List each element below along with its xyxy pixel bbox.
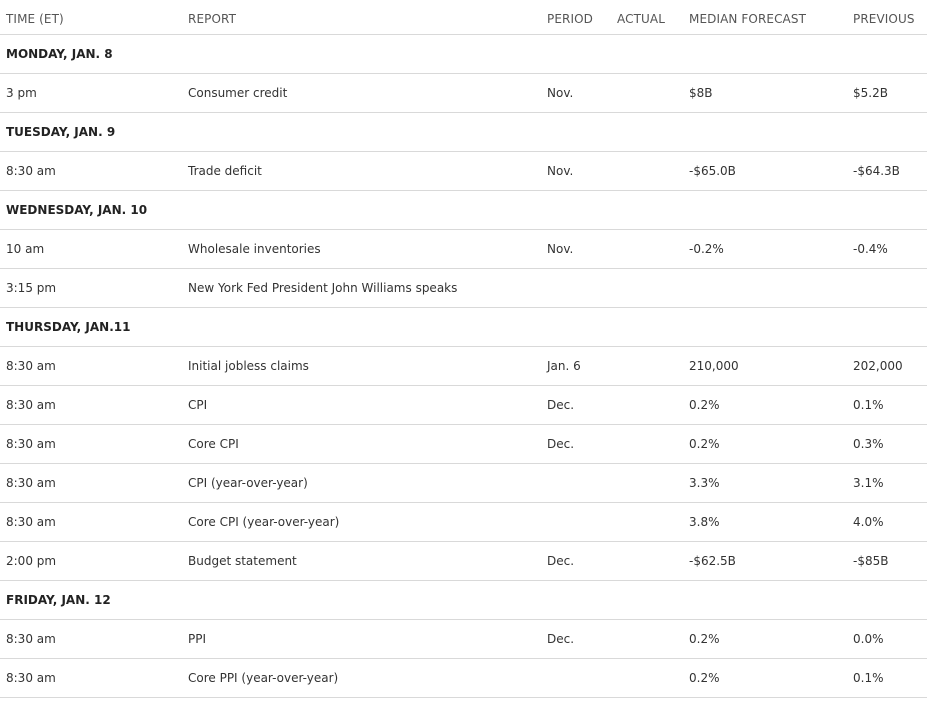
day-header-row xyxy=(0,581,927,620)
day-header-row xyxy=(0,308,927,347)
table-row xyxy=(0,620,927,659)
header-actual: ACTUAL xyxy=(617,12,665,26)
cell-period: Nov. xyxy=(547,164,574,178)
cell-report: CPI (year-over-year) xyxy=(188,476,308,490)
cell-time: 2:00 pm xyxy=(6,554,57,568)
cell-report: Core PPI (year-over-year) xyxy=(188,671,339,685)
cell-time: 8:30 am xyxy=(6,476,56,490)
cell-median-forecast: 3.8% xyxy=(689,515,720,529)
cell-time: 3:15 pm xyxy=(6,281,57,295)
cell-report: Budget statement xyxy=(188,554,297,568)
cell-report: Wholesale inventories xyxy=(188,242,321,256)
header-period: PERIOD xyxy=(547,12,593,26)
cell-time: 8:30 am xyxy=(6,671,56,685)
cell-report: Initial jobless claims xyxy=(188,359,309,373)
cell-median-forecast: -0.2% xyxy=(689,242,724,256)
cell-period: Dec. xyxy=(547,398,575,412)
cell-previous: $5.2B xyxy=(853,86,888,100)
cell-period: Dec. xyxy=(547,554,575,568)
cell-time: 8:30 am xyxy=(6,359,56,373)
cell-previous: 0.1% xyxy=(853,671,884,685)
table-row xyxy=(0,464,927,503)
table-body xyxy=(0,35,927,698)
cell-median-forecast: 210,000 xyxy=(689,359,739,373)
cell-time: 8:30 am xyxy=(6,164,56,178)
day-label: WEDNESDAY, JAN. 10 xyxy=(6,203,148,217)
header-previous: PREVIOUS xyxy=(853,12,915,26)
cell-report: Consumer credit xyxy=(188,86,288,100)
table-row xyxy=(0,74,927,113)
cell-period: Dec. xyxy=(547,437,575,451)
cell-previous: -0.4% xyxy=(853,242,888,256)
cell-median-forecast: -$65.0B xyxy=(689,164,736,178)
cell-report: Core CPI xyxy=(188,437,239,451)
cell-previous: 0.0% xyxy=(853,632,884,646)
cell-period: Nov. xyxy=(547,86,574,100)
cell-previous: 0.3% xyxy=(853,437,884,451)
cell-median-forecast: 0.2% xyxy=(689,632,720,646)
day-header-row xyxy=(0,113,927,152)
cell-report: Core CPI (year-over-year) xyxy=(188,515,340,529)
cell-previous: 0.1% xyxy=(853,398,884,412)
cell-time: 8:30 am xyxy=(6,398,56,412)
table-row xyxy=(0,230,927,269)
cell-previous: 4.0% xyxy=(853,515,884,529)
header-time: TIME (ET) xyxy=(6,12,64,26)
cell-time: 8:30 am xyxy=(6,632,56,646)
cell-time: 10 am xyxy=(6,242,45,256)
day-label: TUESDAY, JAN. 9 xyxy=(6,125,116,139)
day-header-row xyxy=(0,35,927,74)
cell-previous: -$85B xyxy=(853,554,889,568)
table-row xyxy=(0,347,927,386)
cell-period: Jan. 6 xyxy=(547,359,581,373)
table-header xyxy=(0,0,927,35)
cell-time: 8:30 am xyxy=(6,515,56,529)
table-row xyxy=(0,542,927,581)
cell-time: 3 pm xyxy=(6,86,37,100)
table-row xyxy=(0,269,927,308)
cell-median-forecast: -$62.5B xyxy=(689,554,736,568)
cell-median-forecast: 0.2% xyxy=(689,437,720,451)
cell-previous: 202,000 xyxy=(853,359,903,373)
table-row xyxy=(0,386,927,425)
cell-period: Dec. xyxy=(547,632,575,646)
cell-report: Trade deficit xyxy=(188,164,262,178)
table-row xyxy=(0,503,927,542)
cell-report: PPI xyxy=(188,632,207,646)
day-label: FRIDAY, JAN. 12 xyxy=(6,593,111,607)
cell-report: CPI xyxy=(188,398,208,412)
day-label: THURSDAY, JAN.11 xyxy=(6,320,131,334)
table-row xyxy=(0,425,927,464)
cell-median-forecast: 0.2% xyxy=(689,671,720,685)
cell-report: New York Fed President John Williams speaks xyxy=(188,281,458,295)
table-row xyxy=(0,152,927,191)
cell-previous: -$64.3B xyxy=(853,164,900,178)
cell-median-forecast: 3.3% xyxy=(689,476,720,490)
header-report: REPORT xyxy=(188,12,236,26)
cell-previous: 3.1% xyxy=(853,476,884,490)
table-row xyxy=(0,659,927,698)
cell-median-forecast: $8B xyxy=(689,86,713,100)
day-label: MONDAY, JAN. 8 xyxy=(6,47,113,61)
header-median-forecast: MEDIAN FORECAST xyxy=(689,12,807,26)
cell-period: Nov. xyxy=(547,242,574,256)
cell-median-forecast: 0.2% xyxy=(689,398,720,412)
day-header-row xyxy=(0,191,927,230)
cell-time: 8:30 am xyxy=(6,437,56,451)
